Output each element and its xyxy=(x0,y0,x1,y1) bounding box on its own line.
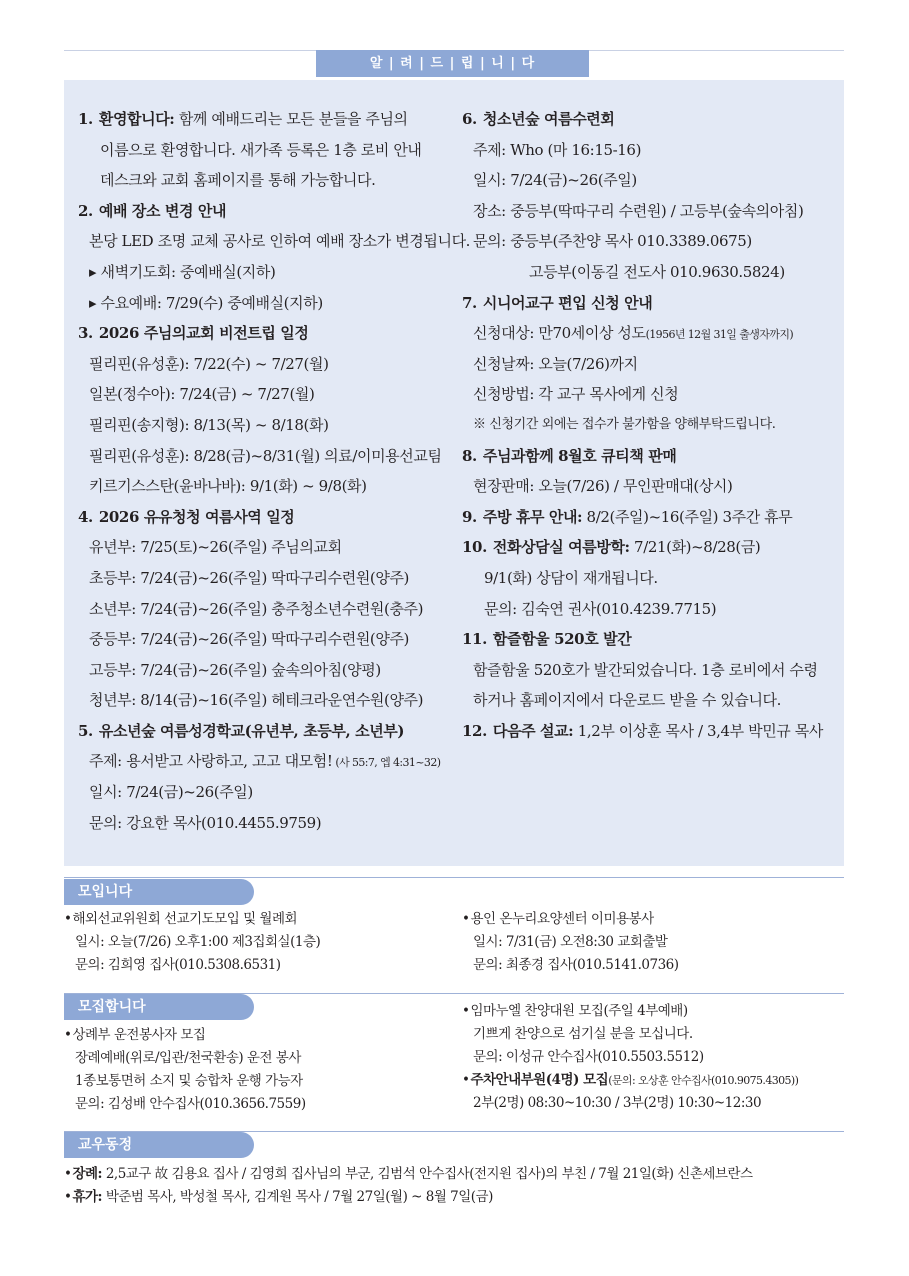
announcement-heading: 시니어교구 편입 신청 안내 xyxy=(482,293,653,312)
announcement-detail: 신청방법: 각 교구 목사에게 신청 xyxy=(473,385,679,404)
announcement-detail: 일본(정수아): 7/24(금) ~ 7/27(월) xyxy=(89,385,315,404)
announcement-heading: 2026 주님의교회 비전트립 일정 xyxy=(98,324,309,343)
announcement-number: 10. xyxy=(462,538,487,557)
mojip-left-title: • 상례부 운전봉사자 모집 xyxy=(64,1024,454,1047)
announcement-detail: 필리핀(송지형): 8/13(목) ~ 8/18(화) xyxy=(89,415,329,434)
announcement-detail xyxy=(78,746,454,777)
moim-left-line: 일시: 오늘(7/26) 오후1:00 제3집회실(1층) xyxy=(75,934,321,950)
mojip-right1-title: • 임마누엘 찬양대원 모집(주일 4부예배) xyxy=(462,1000,846,1023)
announcement-detail: 필리핀(유성훈): 8/28(금)~8/31(월) 의료/이미용선교팀 xyxy=(89,446,442,465)
announcement-heading: 2026 유유청청 여름사역 일정 xyxy=(98,507,295,526)
mojip-right2-contact: (문의: 오상훈 안수집사(010.9075.4305)) xyxy=(608,1074,799,1087)
announcement-detail: 일시: 7/24(금)~26(주일) xyxy=(473,171,637,190)
announcement-number: 3. xyxy=(78,324,93,343)
announcement-detail-text: 주제: 용서받고 사랑하고, 고고 대모험! xyxy=(89,752,333,771)
announcement-title xyxy=(78,196,454,227)
news-block xyxy=(64,1163,844,1209)
mojip-left-line: 문의: 김성배 안수집사(010.3656.7559) xyxy=(75,1096,306,1112)
announcement-detail: 장소: 중등부(딱따구리 수련원) / 고등부(숲속의아침) xyxy=(473,201,804,220)
announcement-title xyxy=(78,318,454,349)
announcement-detail: 신청날짜: 오늘(7/26)까지 xyxy=(473,354,638,373)
announcements-header: 알 | 려 | 드 | 립 | 니 | 다 xyxy=(316,50,589,77)
announcement-detail: 중등부: 7/24(금)~26(주일) 딱따구리수련원(양주) xyxy=(89,630,409,649)
announcement-number: 7. xyxy=(462,293,477,312)
announcement-detail: ▸ 새벽기도회: 중예배실(지하) xyxy=(89,262,276,281)
announcement-detail: 현장판매: 오늘(7/26) / 무인판매대(상시) xyxy=(473,477,733,496)
announcement-number: 9. xyxy=(462,507,477,526)
announcements-left-column xyxy=(78,104,471,838)
announcement-title xyxy=(462,288,840,319)
moim-right-title: • 용인 온누리요양센터 이미용봉사 xyxy=(462,908,842,931)
mojip-label: 모집합니다 xyxy=(64,994,254,1020)
announcement-number: 5. xyxy=(78,721,93,740)
announcement-heading: 예배 장소 변경 안내 xyxy=(98,201,227,220)
news-funeral-text: 2,5교구 故 김용요 집사 / 김영희 집사님의 부군, 김범석 안수집사(전지원 집사)의 부친 / 7월 21일(화) 신촌세브란스 xyxy=(102,1166,753,1182)
announcement-detail: 본당 LED 조명 교체 공사로 인하여 예배 장소가 변경됩니다. xyxy=(89,232,471,251)
announcement-heading: 청소년숲 여름수련회 xyxy=(482,110,615,128)
announcement-heading-rest: 함께 예배드리는 모든 분들을 주님의 xyxy=(174,110,408,128)
announcement-detail: 청년부: 8/14(금)~16(주일) 헤테크라운연수원(양주) xyxy=(89,691,424,710)
announcement-heading: 환영합니다: xyxy=(98,110,175,128)
announcement-heading-rest: 8/2(주일)~16(주일) 3주간 휴무 xyxy=(582,507,793,526)
announcement-detail xyxy=(462,318,840,349)
announcement-title xyxy=(462,532,840,563)
announcement-detail: 주제: Who (마 16:15-16) xyxy=(473,140,642,159)
announcement-detail: 필리핀(유성훈): 7/22(수) ~ 7/27(월) xyxy=(89,354,329,373)
moim-right-line: 일시: 7/31(금) 오전8:30 교회출발 xyxy=(473,934,668,950)
news-vacation xyxy=(64,1186,844,1209)
announcement-title xyxy=(78,502,454,533)
announcement-heading: 유소년숲 여름성경학교(유년부, 초등부, 소년부) xyxy=(98,721,405,740)
announcement-number: 4. xyxy=(78,507,93,526)
moim-left-title: • 해외선교위원회 선교기도모입 및 월례회 xyxy=(64,908,454,931)
announcement-detail: 문의: 김숙연 권사(010.4239.7715) xyxy=(484,599,717,618)
announcement-number: 12. xyxy=(462,721,487,740)
moim-right-line: 문의: 최종경 집사(010.5141.0736) xyxy=(473,957,679,973)
announcement-title xyxy=(462,104,840,135)
news-funeral-label: 장례: xyxy=(72,1166,103,1182)
announcement-heading: 전화상담실 여름방학: xyxy=(492,538,630,557)
mojip-left-line: 1종보통면허 소지 및 승합차 운행 가능자 xyxy=(75,1073,303,1089)
mojip-left-block xyxy=(64,1024,454,1116)
news-funeral xyxy=(64,1163,844,1186)
news-label: 교우동정 xyxy=(64,1132,254,1158)
moim-right-block xyxy=(462,908,842,977)
announcement-detail-note: (1956년 12월 31일 출생자까지) xyxy=(645,328,794,342)
announcement-title xyxy=(462,624,840,655)
announcement-detail: 하거나 홈페이지에서 다운로드 받을 수 있습니다. xyxy=(473,691,782,710)
moim-rule xyxy=(64,877,844,878)
moim-label: 모입니다 xyxy=(64,879,254,905)
announcement-detail: 소년부: 7/24(금)~26(주일) 충주청소년수련원(충주) xyxy=(89,599,424,618)
moim-left-line: 문의: 김희영 집사(010.5308.6531) xyxy=(75,957,281,973)
announcement-number: 8. xyxy=(462,446,477,465)
announcement-number: 2. xyxy=(78,201,93,220)
announcement-detail: 키르기스스탄(윤바나바): 9/1(화) ~ 9/8(화) xyxy=(89,477,367,496)
mojip-right2-title xyxy=(462,1069,846,1092)
announcement-detail: 함즐함울 520호가 발간되었습니다. 1층 로비에서 수령 xyxy=(473,660,818,679)
announcement-detail: 초등부: 7/24(금)~26(주일) 딱따구리수련원(양주) xyxy=(89,568,409,587)
announcement-detail: 문의: 강요한 목사(010.4455.9759) xyxy=(89,813,322,832)
announcement-detail: ▸ 수요예배: 7/29(수) 중예배실(지하) xyxy=(89,293,323,312)
announcement-number: 11. xyxy=(462,630,487,649)
announcement-heading: 주님과함께 8월호 큐티책 판매 xyxy=(482,446,677,465)
mojip-right-block xyxy=(462,1000,846,1115)
announcement-detail: 문의: 중등부(주찬양 목사 010.3389.0675) xyxy=(473,232,752,251)
announcement-number: 6. xyxy=(462,110,477,128)
announcement-detail: 유년부: 7/25(토)~26(주일) 주님의교회 xyxy=(89,538,342,557)
announcement-number: 1. xyxy=(78,110,93,128)
announcement-title xyxy=(462,716,840,747)
mojip-left-line: 장례예배(위로/입관/천국환송) 운전 봉사 xyxy=(75,1050,301,1066)
announcement-title xyxy=(78,716,454,747)
announcements-right-column xyxy=(462,104,840,746)
moim-left-block xyxy=(64,908,454,977)
mojip-right1-line: 문의: 이성규 안수집사(010.5503.5512) xyxy=(473,1049,704,1065)
announcement-title xyxy=(462,502,840,533)
announcement-detail: ※ 신청기간 외에는 접수가 불가함을 양해부탁드립니다. xyxy=(473,416,776,432)
announcement-heading: 주방 휴무 안내: xyxy=(482,507,583,526)
announcement-detail: 일시: 7/24(금)~26(주일) xyxy=(89,783,253,802)
news-vacation-label: 휴가: xyxy=(72,1189,103,1205)
mojip-right2-line: 2부(2명) 08:30~10:30 / 3부(2명) 10:30~12:30 xyxy=(473,1095,762,1111)
announcement-detail: 이름으로 환영합니다. 새가족 등록은 1층 로비 안내 xyxy=(100,140,422,159)
announcement-detail: 고등부: 7/24(금)~26(주일) 숲속의아침(양평) xyxy=(89,660,381,679)
announcement-heading: 다음주 설교: xyxy=(492,721,574,740)
announcement-heading-rest: 1,2부 이상훈 목사 / 3,4부 박민규 목사 xyxy=(573,721,823,740)
announcement-detail: 9/1(화) 상담이 재개됩니다. xyxy=(484,568,658,587)
announcement-heading-rest: 7/21(화)~8/28(금) xyxy=(629,538,761,557)
announcement-title xyxy=(462,441,840,472)
mojip-right2-title-main: 주차안내부원(4명) 모집 xyxy=(470,1072,609,1088)
announcement-detail-text: 신청대상: 만70세이상 성도 xyxy=(473,324,646,343)
announcement-heading: 함즐함울 520호 발간 xyxy=(492,630,632,649)
mojip-right1-line: 기쁘게 찬양으로 섬기실 분을 모십니다. xyxy=(473,1026,693,1042)
announcement-detail: 고등부(이동길 전도사 010.9630.5824) xyxy=(529,262,785,281)
announcement-title xyxy=(78,104,454,135)
news-vacation-text: 박준범 목사, 박성철 목사, 김계원 목사 / 7월 27일(월) ~ 8월 7일(금) xyxy=(102,1189,493,1205)
announcement-detail: 데스크와 교회 홈페이지를 통해 가능합니다. xyxy=(100,171,376,190)
announcement-detail-note: (사 55:7, 엡 4:31~32) xyxy=(332,756,441,770)
